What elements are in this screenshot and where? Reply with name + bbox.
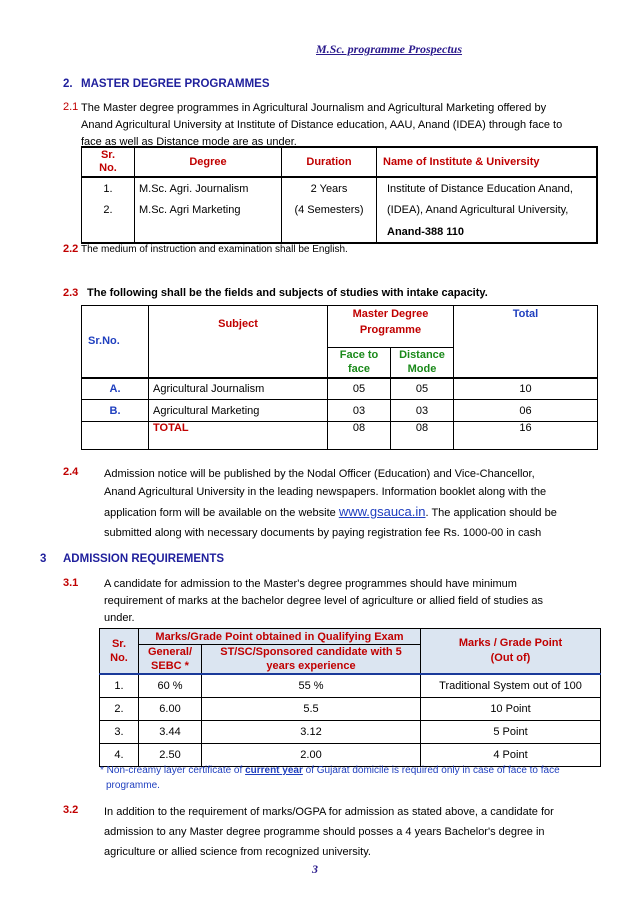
table-row: 4. 2.50 2.00 4 Point	[100, 743, 601, 766]
programme-table: Sr. No. Degree Duration Name of Institute & University 1. M.Sc. Agri. Journalism 2 Years Institute of Distance Education Anand, 2. M.Sc. Agri Marketing (4 Semesters) (IDEA), Anand Agricultural University, Anand-388 110	[81, 146, 598, 244]
section-3-number: 3	[40, 553, 47, 565]
para-2-1-number: 2.1	[63, 101, 79, 113]
section-2-title: MASTER DEGREE PROGRAMMES	[81, 78, 270, 90]
requirements-table: Sr. No. Marks/Grade Point obtained in Qualifying Exam Marks / Grade Point (Out of) General/ SEBC * ST/SC/Sponsored candidate with 5 years experience 1. 60 % 55 % Traditional System out of 100 2. 6.00 5.5 10 Point 3. 3.44 3.12 5 Point 4. 2.50 2.00 4 Point	[99, 628, 601, 767]
para-3-2-number: 3.2	[63, 804, 79, 816]
para-2-3-number: 2.3	[63, 287, 79, 299]
page-number: 3	[312, 862, 318, 876]
para-2-4-number: 2.4	[63, 466, 79, 478]
section-3-title: ADMISSION REQUIREMENTS	[63, 553, 225, 565]
para-3-2: In addition to the requirement of marks/OGPA for admission as stated above, a candidate for admission to any Master degree programme should posses a 4 years Bachelor's degree in agriculture or allied science from recognized university.	[104, 806, 554, 858]
para-2-1: The Master degree programmes in Agricultural Journalism and Agricultural Marketing offered by Anand Agricultural University at Institute of Distance education, AAU, Anand (IDEA) through face to face as well as Distance mode are as under.	[81, 102, 563, 148]
table-row: A. Agricultural Journalism 05 05 10	[82, 378, 598, 400]
table-row: 1. 60 % 55 % Traditional System out of 100	[100, 674, 601, 697]
section-2-number: 2.	[63, 78, 73, 90]
intake-table: Sr.No. Subject Master Degree Programme Total Face to face Distance Mode A. Agricultural Journalism 05 05 10 B. Agricultural Marketing 03 03 06 TOTAL 08 08 16	[81, 305, 598, 450]
table-row: 3. 3.44 3.12 5 Point	[100, 720, 601, 743]
para-2-2: The medium of instruction and examination shall be English.	[81, 244, 348, 255]
para-2-2-number: 2.2	[63, 243, 79, 255]
para-2-4: Admission notice will be published by the Nodal Officer (Education) and Vice-Chancellor, Anand Agricultural University in the leading newspapers. Information booklet along with the application form will be available on the website www.gsauca.in. The application should be submitted along with necessary documents by paying registration fee Rs. 1000-00 in cash	[104, 468, 557, 539]
header-title: M.Sc. programme Prospectus	[316, 42, 463, 56]
table-row: TOTAL 08 08 16	[82, 422, 598, 450]
para-2-3: The following shall be the fields and subjects of studies with intake capacity.	[87, 287, 488, 299]
para-3-1-number: 3.1	[63, 577, 79, 589]
table-row: 2. 6.00 5.5 10 Point	[100, 697, 601, 720]
website-link[interactable]: www.gsauca.in	[338, 504, 426, 519]
footnote: * Non-creamy layer certificate of current year of Gujarat domicile is required only in case of face to face programme.	[100, 765, 560, 791]
para-3-1: A candidate for admission to the Master's degree programmes should have minimum requirement of marks at the bachelor degree level of agriculture or allied field of studies as under.	[104, 578, 544, 624]
table-row: B. Agricultural Marketing 03 03 06	[82, 400, 598, 422]
